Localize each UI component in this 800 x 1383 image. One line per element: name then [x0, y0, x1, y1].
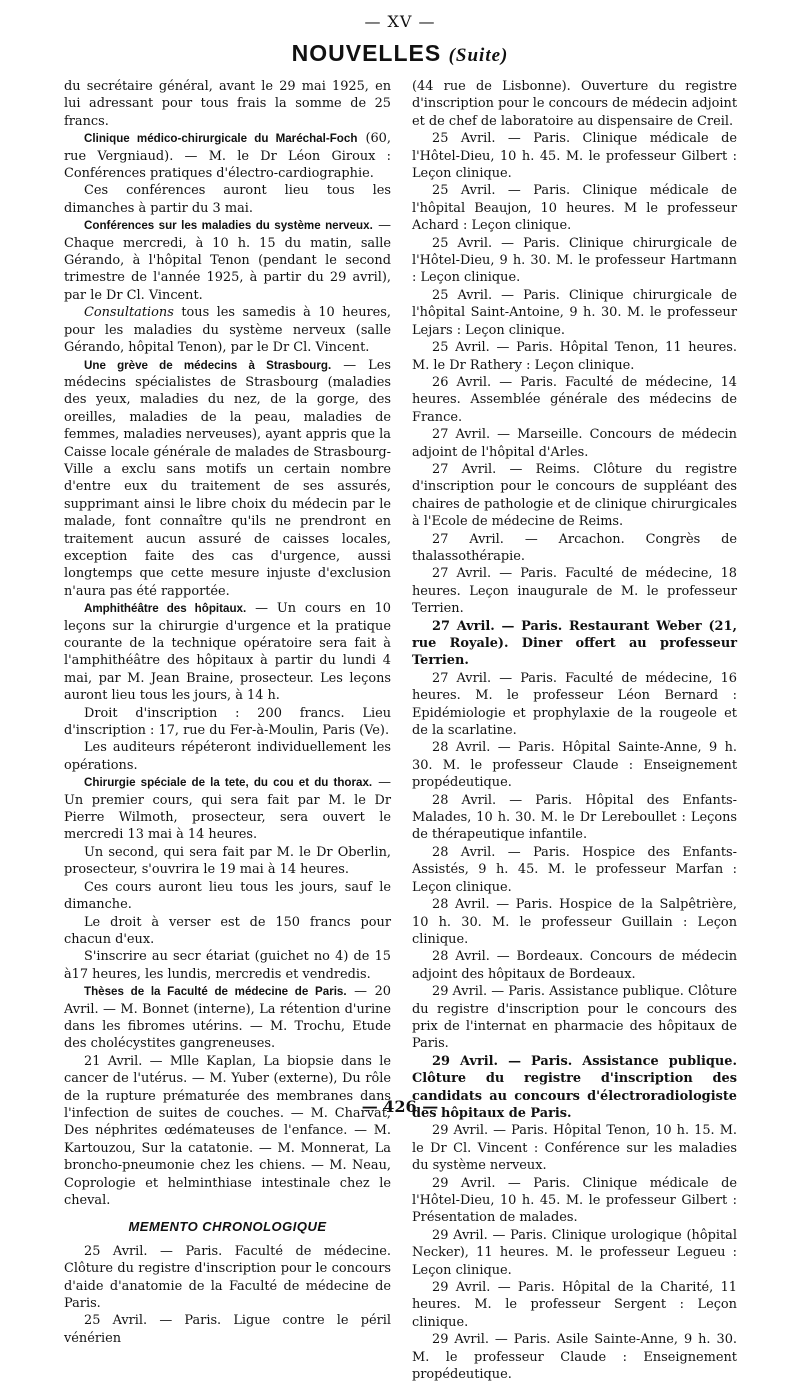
memento-entry: 25 Avril. — Paris. Clinique chirurgicale de l'hôpital Saint-Antoine, 9 h. 30. M. le professeur Lejars : Leçon clinique.	[412, 287, 737, 338]
memento-entry: 25 Avril. — Paris. Clinique médicale de l'Hôtel-Dieu, 10 h. 45. M. le professeur Gilbert : Leçon clinique.	[412, 131, 737, 182]
memento-entry: 29 Avril. — Paris. Asile Sainte-Anne, 9 h. 30. M. le professeur Claude : Enseignement propédeutique.	[412, 1332, 737, 1383]
news-item	[64, 130, 391, 182]
memento-entry: 25 Avril. — Paris. Faculté de médecine. Clôture du registre d'inscription pour le concours d'aide d'anatomie de la Faculté de médecine de Paris.	[64, 1243, 391, 1312]
item-heading: Une grève de médecins à Strasbourg.	[84, 358, 332, 372]
memento-entry: 27 Avril. — Paris. Faculté de médecine, 18 heures. Leçon inaugurale de M. le professeur Terrien.	[412, 566, 737, 617]
memento-entry: (44 rue de Lisbonne). Ouverture du registre d'inscription pour le concours de médecin adjoint et de chef de laboratoire au dispensaire de Creil.	[412, 79, 737, 129]
news-item	[64, 774, 391, 844]
item-body: — Les médecins spécialistes de Strasbourg (maladies des yeux, maladies du nez, de la gorge, des oreilles, maladies de la peau, maladies de femmes, maladies nerveuses), ayant appris que la Caisse locale générale de malades de Strasbourg-Ville a exclu sans motifs un certain nombre d'entre eux du traitement de ses assurés, supprimant ainsi le libre choix du médecin par le malade, font connaître qu'ils ne prendront en traitement aucun assuré de caisses locales, exception faite des cas d'urgence, aussi longtemps que cette mesure injuste d'exclusion n'aura pas été rapportée.	[64, 357, 391, 599]
section-title-text: NOUVELLES	[291, 40, 442, 66]
item-body: (60, rue Vergniaud). — M. le Dr Léon Giroux : Conférences pratiques d'électro-cardiographie.	[64, 131, 391, 182]
paragraph: S'inscrire au secr étariat (guichet no 4) de 15 à17 heures, les lundis, mercredis et vendredis.	[64, 949, 391, 982]
memento-entry: 27 Avril. — Paris. Restaurant Weber (21, rue Royale). Diner offert au professeur Terrien.	[412, 618, 737, 669]
memento-entry: 27 Avril. — Marseille. Concours de médecin adjoint de l'hôpital d'Arles.	[412, 427, 737, 460]
section-title-suffix: (Suite)	[448, 45, 509, 66]
paragraph: Droit d'inscription : 200 francs. Lieu d'inscription : 17, rue du Fer-à-Moulin, Paris (Ve).	[64, 705, 391, 739]
paragraph: Un second, qui sera fait par M. le Dr Oberlin, prosecteur, s'ouvrira le 19 mai à 14 heures.	[64, 844, 391, 878]
item-heading: Clinique médico-chirurgicale du Maréchal-Foch	[84, 132, 358, 146]
item-body: — Chaque mercredi, à 10 h. 15 du matin, salle Gérando, à l'hôpital Tenon (pendant le second trimestre de l'année 1925, à partir du 29 avril), par le Dr Cl. Vincent.	[64, 218, 391, 303]
item-body: — Un premier cours, qui sera fait par M. le Dr Pierre Wilmoth, prosecteur, sera ouvert le mercredi 13 mai à 14 heures.	[64, 775, 391, 843]
news-item	[64, 304, 391, 356]
memento-entry: 28 Avril. — Paris. Hôpital Sainte-Anne, 9 h. 30. M. le professeur Claude : Enseignement propédeutique.	[412, 740, 737, 791]
item-italic-lead: Consultations	[84, 305, 174, 321]
memento-entry: 27 Avril. — Reims. Clôture du registre d'inscription pour le concours de suppléant des chaires de pathologie et de clinique chirurgicales à l'Ecole de médecine de Reims.	[412, 461, 737, 530]
item-heading: Amphithéâtre des hôpitaux.	[84, 602, 247, 616]
memento-entry: 27 Avril. — Arcachon. Congrès de thalassothérapie.	[412, 531, 737, 564]
memento-entry: 29 Avril. — Paris. Hôpital Tenon, 10 h. 15. M. le Dr Cl. Vincent : Conférence sur les maladies du système nerveux.	[412, 1123, 737, 1174]
news-item	[64, 600, 391, 704]
memento-entry: 25 Avril. — Paris. Clinique médicale de l'hôpital Beaujon, 10 heures. M le professeur Achard : Leçon clinique.	[412, 183, 737, 234]
item-body: — Un cours en 10 leçons sur la chirurgie d'urgence et la pratique courante de la technique opératoire sera fait à l'amphithéâtre des hôpitaux à partir du lundi 4 mai, par M. Jean Braine, prosecteur. Les leçons auront lieu tous les jours, à 14 h.	[64, 601, 391, 704]
paragraph: du secrétaire général, avant le 29 mai 1925, en lui adressant pour tous frais la somme de 25 francs.	[64, 79, 391, 129]
memento-entry: 29 Avril. — Paris. Hôpital de la Charité, 11 heures. M. le professeur Sergent : Leçon clinique.	[412, 1280, 737, 1330]
item-heading: Thèses de la Faculté de médecine de Paris.	[84, 985, 347, 999]
memento-entry: 28 Avril. — Paris. Hospice des Enfants-Assistés, 9 h. 45. M. le professeur Marfan : Leçon clinique.	[412, 844, 737, 895]
memento-entry: 25 Avril. — Paris. Clinique chirurgicale de l'Hôtel-Dieu, 9 h. 30. M. le professeur Hartmann : Leçon clinique.	[412, 235, 737, 286]
item-heading: Chirurgie spéciale de la tete, du cou et du thorax.	[84, 776, 373, 790]
paragraph: Le droit à verser est de 150 francs pour chacun d'eux.	[64, 914, 391, 947]
news-item	[64, 217, 391, 304]
item-body: — 20 Avril. — M. Bonnet (interne), La rétention d'urine dans les fibromes utérins. — M. Trochu, Etude des cholécystites gangreneuses.	[64, 984, 391, 1052]
news-item	[64, 983, 391, 1053]
left-column	[64, 78, 391, 1347]
memento-entry: 27 Avril. — Paris. Faculté de médecine, 16 heures. M. le professeur Léon Bernard : Epidémiologie et prophylaxie de la rougeole et de la scarlatine.	[412, 670, 737, 739]
paragraph: 21 Avril. — Mlle Kaplan, La biopsie dans le cancer de l'utérus. — M. Yuber (externe), Du rôle de la rupture prématurée des membranes dans l'infection de suites de couches. — M. Charvat, Des néphrites œdémateuses de l'enfance. — M. Kartouzou, Sur la catatonie. — M. Monnerat, La broncho-pneumonie chez les chiens. — M. Neau, Coprologie et helminthiase intestinale chez le cheval.	[64, 1053, 391, 1208]
page-roman-numeral: — XV —	[364, 12, 436, 31]
memento-entry: 25 Avril. — Paris. Hôpital Tenon, 11 heures. M. le Dr Rathery : Leçon clinique.	[412, 340, 737, 373]
memento-entry: 29 Avril. — Paris. Clinique urologique (hôpital Necker), 11 heures. M. le professeur Legueu : Leçon clinique.	[412, 1227, 737, 1278]
memento-entry: 29 Avril. — Paris. Clinique médicale de l'Hôtel-Dieu, 10 h. 45. M. le professeur Gilbert : Présentation de malades.	[412, 1175, 737, 1226]
item-body: tous les samedis à 10 heures, pour les maladies du système nerveux (salle Gérando, hôpital Tenon), par le Dr Cl. Vincent.	[64, 305, 391, 356]
paragraph: Les auditeurs répéteront individuellement les opérations.	[64, 740, 391, 773]
memento-entry: 28 Avril. — Bordeaux. Concours de médecin adjoint des hôpitaux de Bordeaux.	[412, 949, 737, 982]
memento-heading: MEMENTO CHRONOLOGIQUE	[128, 1219, 327, 1235]
memento-entry: 28 Avril. — Paris. Hospice de la Salpêtrière, 10 h. 30. M. le professeur Guillain : Leçon clinique.	[412, 897, 737, 947]
section-title	[0, 40, 800, 67]
item-heading: Conférences sur les maladies du système nerveux.	[84, 219, 373, 233]
paragraph: Ces cours auront lieu tous les jours, sauf le dimanche.	[64, 879, 391, 913]
memento-entry: 25 Avril. — Paris. Ligue contre le péril vénérien	[64, 1313, 391, 1346]
paragraph: Ces conférences auront lieu tous les dimanches à partir du 3 mai.	[64, 183, 391, 216]
memento-entry: 28 Avril. — Paris. Hôpital des Enfants-Malades, 10 h. 30. M. le Dr Lereboullet : Leçons de thérapeutique infantile.	[412, 792, 737, 843]
page-number: — 426 —	[361, 1097, 439, 1116]
right-column	[412, 78, 737, 1383]
memento-entry: 29 Avril. — Paris. Assistance publique. Clôture du registre d'inscription des candidats au concours d'électroradiologiste des hôpitaux de Paris.	[412, 1053, 737, 1121]
news-item	[64, 357, 391, 601]
memento-entry: 26 Avril. — Paris. Faculté de médecine, 14 heures. Assemblée générale des médecins de France.	[412, 374, 737, 425]
memento-entry: 29 Avril. — Paris. Assistance publique. Clôture du registre d'inscription pour le concours des prix de l'internat en pharmacie des hôpitaux de Paris.	[412, 984, 737, 1052]
